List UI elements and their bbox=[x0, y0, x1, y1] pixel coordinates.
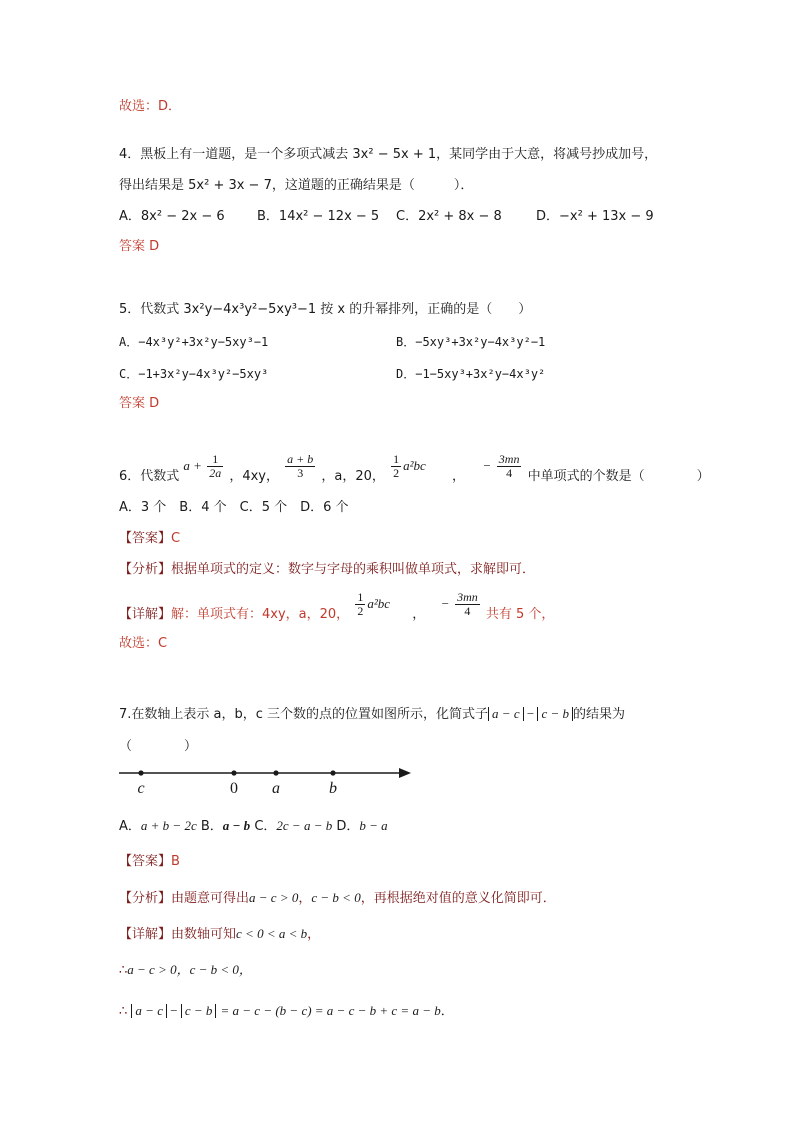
q6-detail-sep: ， bbox=[412, 607, 426, 622]
q7-analysis-post: ，再根据绝对值的意义化简即可． bbox=[360, 891, 556, 906]
q4-stem-line2: 得出结果是 5x² + 3x − 7，这道题的正确结果是（ ）． bbox=[119, 178, 474, 193]
q5-option-c: C．−1+3x²y−4x³y²−5xy³ bbox=[119, 367, 269, 381]
q7-analysis-line bbox=[119, 889, 556, 908]
q6-detail-frac3-tail: a²bc bbox=[367, 596, 390, 611]
q6-frac-a-plus-b-over-3 bbox=[285, 453, 315, 480]
q6-frac4-num: 3mn bbox=[498, 452, 520, 466]
q7-options bbox=[119, 817, 388, 836]
q6-detail-frac-half bbox=[355, 591, 365, 618]
q6-frac-3mn-over-4 bbox=[497, 453, 522, 480]
q7-answer-line bbox=[119, 853, 180, 871]
q6-detail-frac4-minus: − bbox=[441, 596, 449, 611]
q7-abs-c-minus-b: c − b bbox=[537, 707, 573, 721]
q3-conclusion: 故选：D． bbox=[119, 99, 182, 114]
q6-frac1-num: 1 bbox=[207, 453, 223, 467]
q7-abs-a-minus-c: a − c bbox=[488, 707, 524, 721]
q7-therefore-2-math: = a − c − (b − c) = a − c − b + c = a − b bbox=[220, 1003, 441, 1018]
q6-detail-label: 【详解】 bbox=[119, 607, 172, 622]
q5-option-a: A．−4x³y²+3x²y−5xy³−1 bbox=[119, 335, 269, 349]
q7-stem-minus: − bbox=[523, 706, 538, 721]
q6-answer-label: 【答案】 bbox=[119, 531, 172, 546]
q7-detail-line bbox=[119, 925, 320, 944]
q7-option-c-expr: 2c − a − b bbox=[276, 818, 333, 833]
q7-therefore-2 bbox=[119, 1002, 454, 1021]
q7-answer-value: B bbox=[171, 854, 180, 869]
therefore-symbol-1: ∴ bbox=[119, 963, 128, 978]
q7-option-d-expr: b − a bbox=[359, 818, 388, 833]
q6-detail-line bbox=[119, 590, 554, 629]
label-zero: 0 bbox=[230, 780, 238, 797]
q7-number-line bbox=[115, 760, 415, 800]
q7-final-minus: − bbox=[166, 1003, 181, 1018]
q6-analysis-label: 【分析】 bbox=[119, 562, 172, 577]
q5-stem: 5．代数式 3x²y−4x³y²−5xy³−1 按 x 的升幂排列，正确的是（ ） bbox=[119, 302, 532, 317]
q6-detail-frac4-den: 4 bbox=[464, 604, 471, 618]
q7-option-d-label: D． bbox=[336, 819, 360, 834]
q7-option-b-label: B． bbox=[200, 819, 223, 834]
point-b bbox=[330, 770, 335, 775]
q6-detail-prefix: 解：单项式有：4xy，a，20， bbox=[171, 607, 350, 622]
label-a: a bbox=[272, 780, 280, 797]
q7-analysis-m1: a − c > 0 bbox=[249, 890, 299, 905]
q7-answer-label: 【答案】 bbox=[119, 854, 172, 869]
q6-frac-half bbox=[391, 453, 401, 480]
q6-frac4-minus: − bbox=[483, 458, 491, 473]
q6-frac2-den: 3 bbox=[297, 466, 304, 480]
q6-detail-frac3-den: 2 bbox=[357, 604, 364, 618]
q5-answer: 答案 D bbox=[119, 396, 160, 411]
q7-therefore-1 bbox=[119, 961, 252, 980]
q6-detail-frac3-num: 1 bbox=[357, 590, 364, 604]
q6-conclusion: 故选：C bbox=[119, 636, 168, 651]
q6-frac2-num: a + b bbox=[287, 452, 314, 466]
q7-stem bbox=[119, 705, 625, 724]
q7-option-a-label: A． bbox=[119, 819, 141, 834]
q7-detail-label: 【详解】 bbox=[119, 927, 172, 942]
q7-therefore-2-end: ． bbox=[440, 1004, 454, 1019]
q6-stem bbox=[119, 452, 710, 491]
q7-final-abs1: a − c bbox=[131, 1004, 167, 1018]
number-line-arrow bbox=[399, 768, 411, 778]
q6-sep3: ， bbox=[452, 469, 466, 484]
q6-answer-value: C bbox=[171, 531, 181, 546]
q7-option-b-expr: a − b bbox=[222, 818, 251, 833]
q6-detail-suffix: 共有 5 个， bbox=[485, 607, 555, 622]
q6-answer-line bbox=[119, 530, 180, 548]
q7-analysis-m2: c − b < 0 bbox=[311, 890, 361, 905]
q6-frac1-den: 2a bbox=[209, 466, 222, 480]
q7-stem-prefix: 7.在数轴上表示 a，b，c 三个数的点的位置如图所示，化简式子 bbox=[119, 707, 489, 722]
q7-final-abs2: c − b bbox=[181, 1004, 217, 1018]
point-zero bbox=[231, 770, 236, 775]
q6-sep1: ，4xy， bbox=[229, 469, 280, 484]
q6-frac4-den: 4 bbox=[506, 466, 513, 480]
q7-analysis-sep: ， bbox=[298, 891, 312, 906]
q6-expr-a-plus: a + bbox=[183, 458, 206, 473]
point-a bbox=[273, 770, 278, 775]
q7-detail-math: c < 0 < a < b bbox=[236, 926, 308, 941]
q6-frac3-den: 2 bbox=[393, 466, 400, 480]
q4-option-d: D．−x² + 13x − 9 bbox=[536, 209, 654, 224]
q6-detail-frac4-num: 3mn bbox=[457, 590, 478, 604]
q6-frac3-num: 1 bbox=[393, 452, 400, 466]
therefore-symbol-2: ∴ bbox=[119, 1004, 128, 1019]
label-b: b bbox=[329, 780, 337, 797]
q6-analysis-line bbox=[119, 561, 535, 579]
q4-option-b: B．14x² − 12x − 5 bbox=[257, 209, 380, 224]
q5-option-b: B．−5xy³+3x²y−4x³y²−1 bbox=[396, 335, 546, 349]
q4-stem-line1: 4．黑板上有一道题，是一个多项式减去 3x² − 5x + 1，某同学由于大意，将减号抄成加号， bbox=[119, 147, 658, 162]
q6-frac3-tail: a²bc bbox=[403, 458, 426, 473]
q6-analysis-text: 根据单项式的定义：数字与字母的乘积叫做单项式，求解即可． bbox=[171, 562, 536, 577]
q6-sep2: ，a，20， bbox=[321, 469, 385, 484]
q7-blank: （ ） bbox=[119, 739, 198, 754]
q5-option-d: D．−1−5xy³+3x²y−4x³y² bbox=[396, 367, 546, 381]
q7-analysis-label: 【分析】 bbox=[119, 891, 172, 906]
q7-therefore-1-math: a − c > 0，c − b < 0， bbox=[127, 962, 252, 977]
q4-answer: 答案 D bbox=[119, 239, 160, 254]
q7-detail-post: ， bbox=[307, 927, 321, 942]
q4-option-a: A．8x² − 2x − 6 bbox=[119, 209, 225, 224]
q6-frac-1-over-2a bbox=[207, 453, 223, 480]
q6-stem-suffix: 中单项式的个数是（ ） bbox=[527, 469, 710, 484]
q6-detail-frac-3mn-over-4 bbox=[455, 591, 480, 618]
label-c: c bbox=[137, 780, 145, 797]
q7-stem-suffix: 的结果为 bbox=[572, 707, 625, 722]
point-c bbox=[138, 770, 143, 775]
q7-detail-pre: 由数轴可知 bbox=[171, 927, 237, 942]
q6-options: A．3 个 B．4 个 C．5 个 D．6 个 bbox=[119, 500, 349, 515]
q6-stem-prefix: 6．代数式 bbox=[119, 469, 180, 484]
q7-analysis-pre: 由题意可得出 bbox=[171, 891, 250, 906]
q7-option-a-expr: a + b − 2c bbox=[140, 818, 197, 833]
q4-option-c: C．2x² + 8x − 8 bbox=[396, 209, 502, 224]
q7-option-c-label: C． bbox=[254, 819, 277, 834]
